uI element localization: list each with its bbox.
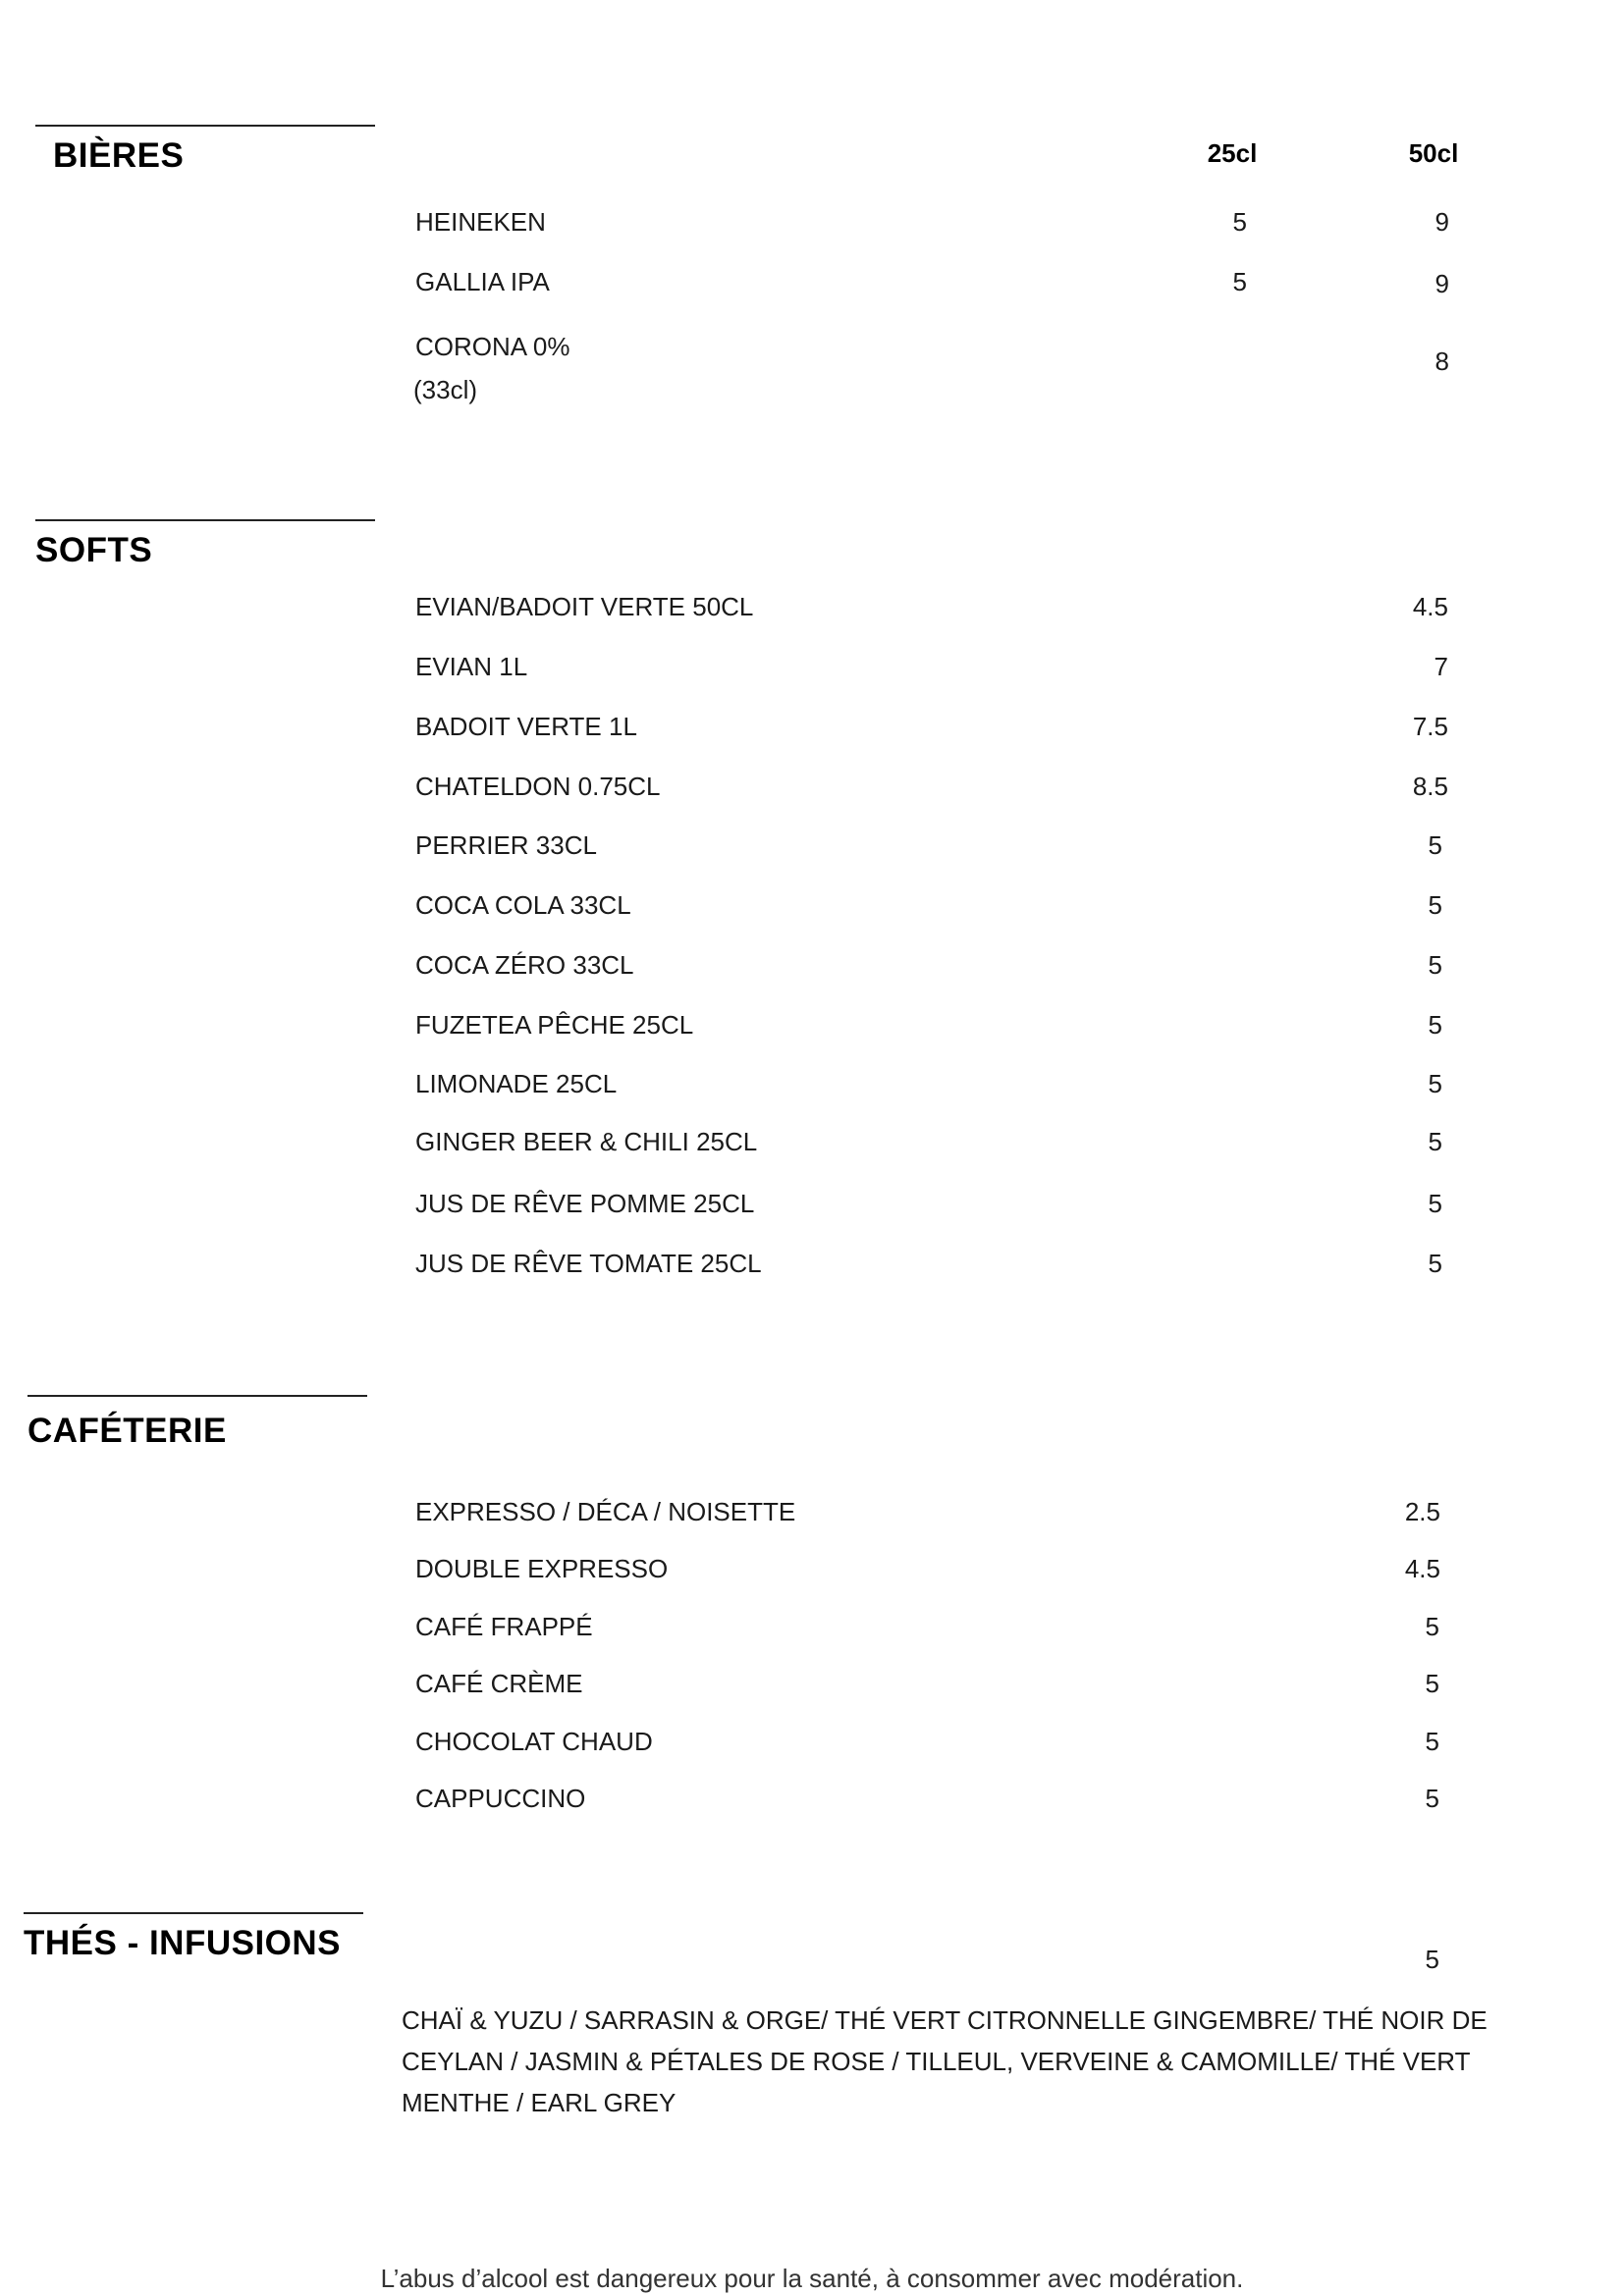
menu-item-price: 4.5 bbox=[1412, 592, 1448, 621]
menu-item-price: 5 bbox=[1425, 1784, 1439, 1813]
menu-item-name: CAPPUCCINO bbox=[415, 1784, 586, 1813]
menu-item-name: CAFÉ CRÈME bbox=[415, 1669, 583, 1698]
alcohol-warning-footer: L’abus d’alcool est dangereux pour la santé, à consommer avec modération. bbox=[380, 2264, 1244, 2293]
menu-item-name: EVIAN/BADOIT VERTE 50CL bbox=[415, 592, 754, 621]
menu-item-price-50cl: 9 bbox=[1435, 269, 1449, 298]
menu-item-price: 4.5 bbox=[1404, 1554, 1440, 1583]
menu-item-price: 5 bbox=[1428, 1127, 1442, 1156]
menu-item-price-25cl: 5 bbox=[1232, 267, 1247, 296]
column-header-25cl: 25cl bbox=[1207, 138, 1258, 168]
menu-item-note: (33cl) bbox=[413, 375, 478, 404]
menu-item-price: 5 bbox=[1425, 1727, 1439, 1756]
section-title-cafeterie: CAFÉTERIE bbox=[27, 1412, 227, 1450]
menu-item-name: BADOIT VERTE 1L bbox=[415, 712, 637, 741]
menu-item-price: 7.5 bbox=[1412, 712, 1448, 741]
menu-item-price: 8.5 bbox=[1412, 772, 1448, 801]
section-divider-bieres bbox=[35, 125, 375, 127]
menu-item-name: JUS DE RÊVE POMME 25CL bbox=[415, 1189, 755, 1218]
menu-item-name: LIMONADE 25CL bbox=[415, 1069, 618, 1098]
menu-item-price-25cl: 5 bbox=[1232, 207, 1247, 237]
menu-item-name: CHATELDON 0.75CL bbox=[415, 772, 661, 801]
menu-item-name: HEINEKEN bbox=[415, 207, 546, 237]
menu-item-price: 2.5 bbox=[1404, 1497, 1440, 1526]
menu-item-name: FUZETEA PÊCHE 25CL bbox=[415, 1010, 694, 1040]
menu-item-price: 5 bbox=[1428, 950, 1442, 980]
menu-item-name: CAFÉ FRAPPÉ bbox=[415, 1612, 593, 1641]
menu-item-price: 5 bbox=[1425, 1612, 1439, 1641]
menu-item-price: 5 bbox=[1428, 890, 1442, 920]
section-divider-cafeterie bbox=[27, 1395, 367, 1397]
menu-item-name: EVIAN 1L bbox=[415, 652, 528, 681]
tea-list-description: CHAÏ & YUZU / SARRASIN & ORGE/ THÉ VERT CITRONNELLE GINGEMBRE/ THÉ NOIR DE CEYLAN / JASMIN & PÉTALES DE ROSE / TILLEUL, VERVEINE & CAMOMILLE/ THÉ VERT MENTHE / EARL GREY bbox=[402, 2005, 1488, 2117]
section-title-thes: THÉS - INFUSIONS bbox=[24, 1924, 342, 1962]
menu-item-name: DOUBLE EXPRESSO bbox=[415, 1554, 669, 1583]
menu-item-price: 5 bbox=[1428, 830, 1442, 860]
section-title-bieres: BIÈRES bbox=[53, 136, 185, 175]
menu-item-price: 5 bbox=[1428, 1189, 1442, 1218]
menu-item-price: 5 bbox=[1428, 1069, 1442, 1098]
menu-item-price: 7 bbox=[1434, 652, 1448, 681]
section-divider-softs bbox=[35, 519, 375, 521]
column-header-50cl: 50cl bbox=[1408, 138, 1459, 168]
menu-item-name: GALLIA IPA bbox=[415, 267, 550, 296]
menu-item-name: GINGER BEER & CHILI 25CL bbox=[415, 1127, 758, 1156]
menu-item-price: 5 bbox=[1425, 1945, 1439, 1974]
menu-item-name: PERRIER 33CL bbox=[415, 830, 597, 860]
menu-item-price-50cl: 8 bbox=[1435, 347, 1449, 376]
menu-item-name: CORONA 0% bbox=[415, 332, 570, 361]
menu-item-name: CHOCOLAT CHAUD bbox=[415, 1727, 653, 1756]
menu-item-price-50cl: 9 bbox=[1435, 207, 1449, 237]
menu-item-name: COCA ZÉRO 33CL bbox=[415, 950, 634, 980]
menu-item-price: 5 bbox=[1425, 1669, 1439, 1698]
menu-item-name: JUS DE RÊVE TOMATE 25CL bbox=[415, 1249, 762, 1278]
menu-item-price: 5 bbox=[1428, 1010, 1442, 1040]
section-divider-thes bbox=[24, 1912, 363, 1914]
menu-item-name: COCA COLA 33CL bbox=[415, 890, 631, 920]
menu-item-price: 5 bbox=[1428, 1249, 1442, 1278]
menu-item-name: EXPRESSO / DÉCA / NOISETTE bbox=[415, 1497, 796, 1526]
section-title-softs: SOFTS bbox=[35, 531, 153, 569]
